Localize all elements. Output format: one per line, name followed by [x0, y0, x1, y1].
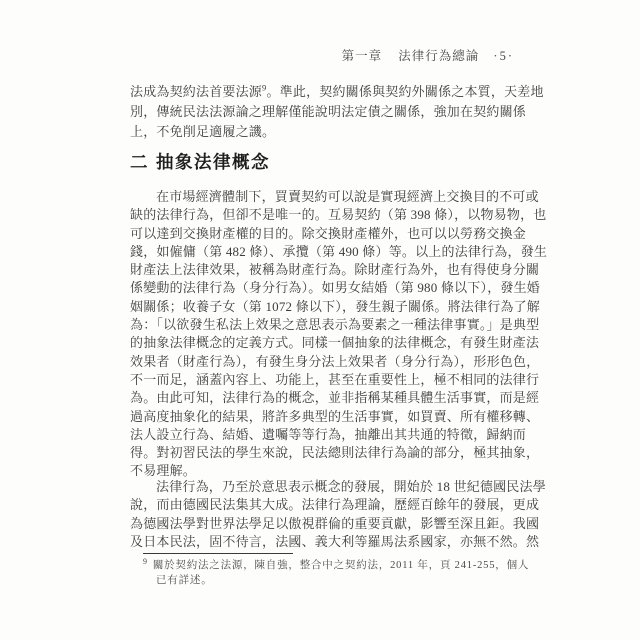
text-segment: 。準此，契約關係與契約外關係之本質，天差地 — [266, 84, 544, 99]
text-line: 過高度抽象化的結果，將許多典型的生活事實，如買賣、所有權移轉、 — [130, 408, 540, 424]
text-line: 姻關係；收養子女（第 1072 條以下），發生親子關係。將法律行為了解 — [130, 298, 541, 314]
text-line: 財產法上法律效果，被稱為財產行為。除財產行為外，也有得使身分關 — [130, 262, 540, 278]
footnote-text: 關於契約法之法源，陳自強，整合中之契約法，2011 年，頁 241-255，個人 — [152, 560, 530, 571]
text-line: 錢，如僱傭（第 482 條）、承攬（第 490 條）等。以上的法律行為，發生 — [130, 243, 548, 259]
section-heading-title: 抽象法律概念 — [156, 152, 270, 172]
text-line: 係變動的法律行為（身分行為）。如男女結婚（第 980 條以下），發生婚 — [130, 280, 541, 296]
paragraph-development — [130, 478, 546, 551]
text-line — [130, 82, 544, 102]
chapter-title-label: 法律行為總論 — [398, 49, 480, 63]
footnote — [143, 558, 543, 588]
text-line: 在市場經濟體制下，買賣契約可以說是實現經濟上交換目的不可或 — [156, 189, 539, 204]
footnote-line — [143, 556, 530, 571]
text-line: 的抽象法律概念的定義方式。同樣一個抽象的法律概念，有發生財產法 — [130, 335, 540, 351]
footnote-divider — [143, 553, 293, 554]
text-line: 效果者（財產行為），有發生身分法上效果者（身分行為），形形色色， — [130, 353, 540, 369]
footnote-ref-9: 9 — [262, 82, 267, 93]
text-line: 為。由此可知，法律行為的概念，並非指稱某種具體生活事實，而是經 — [130, 390, 540, 406]
footnote-line: 已有詳述。 — [156, 575, 213, 586]
running-header — [130, 46, 514, 64]
text-line: 為德國法學對世界法學足以傲視群倫的重要貢獻，影響至深且鉅。我國 — [130, 515, 540, 531]
paragraph-continuation — [130, 82, 544, 142]
text-line: 可以達到交換財產權的目的。除交換財產權外，也可以以勞務交換金 — [130, 225, 527, 241]
text-line: 不易理解。 — [130, 463, 197, 479]
text-line: 別，傳統民法法源論之理解僅能說明法定債之關係，強加在契約關係 — [130, 104, 527, 119]
section-heading — [130, 149, 270, 174]
footnote-marker: 9 — [143, 556, 148, 566]
text-line: 得。對初習民法的學生來說，民法總則法律行為論的部分，極其抽象， — [130, 445, 540, 461]
paragraph-abstract-concept — [130, 188, 548, 481]
page-number: ·5· — [493, 49, 514, 63]
text-line: 不一而足，涵蓋內容上、功能上，甚至在重要性上，極不相同的法律行 — [130, 371, 540, 387]
text-line: 為：「以欲發生私法上效果之意思表示為要素之一種法律事實。」是典型 — [130, 317, 540, 333]
chapter-label: 第一章 — [341, 49, 383, 63]
text-segment: 法成為契約法首要法源 — [130, 84, 263, 99]
text-line: 法律行為，乃至於意思表示概念的發展，開始於 18 世紀德國民法學 — [156, 479, 546, 494]
text-line: 及日本民法，固不待言，法國、義大利等羅馬法系國家，亦無不然。然 — [130, 533, 540, 549]
text-line: 法人設立行為、結婚、遺囑等等行為，抽離出其共通的特徵，歸納而 — [130, 426, 527, 442]
text-line: 上，不免削足適履之譏。 — [130, 124, 276, 139]
section-heading-number: 二 — [130, 152, 149, 172]
text-line: 缺的法律行為，但卻不是唯一的。互易契約（第 398 條），以物易物，也 — [130, 207, 547, 223]
text-line: 說，而由德國民法集其大成。法律行為理論，歷經百餘年的發展，更成 — [130, 497, 540, 513]
